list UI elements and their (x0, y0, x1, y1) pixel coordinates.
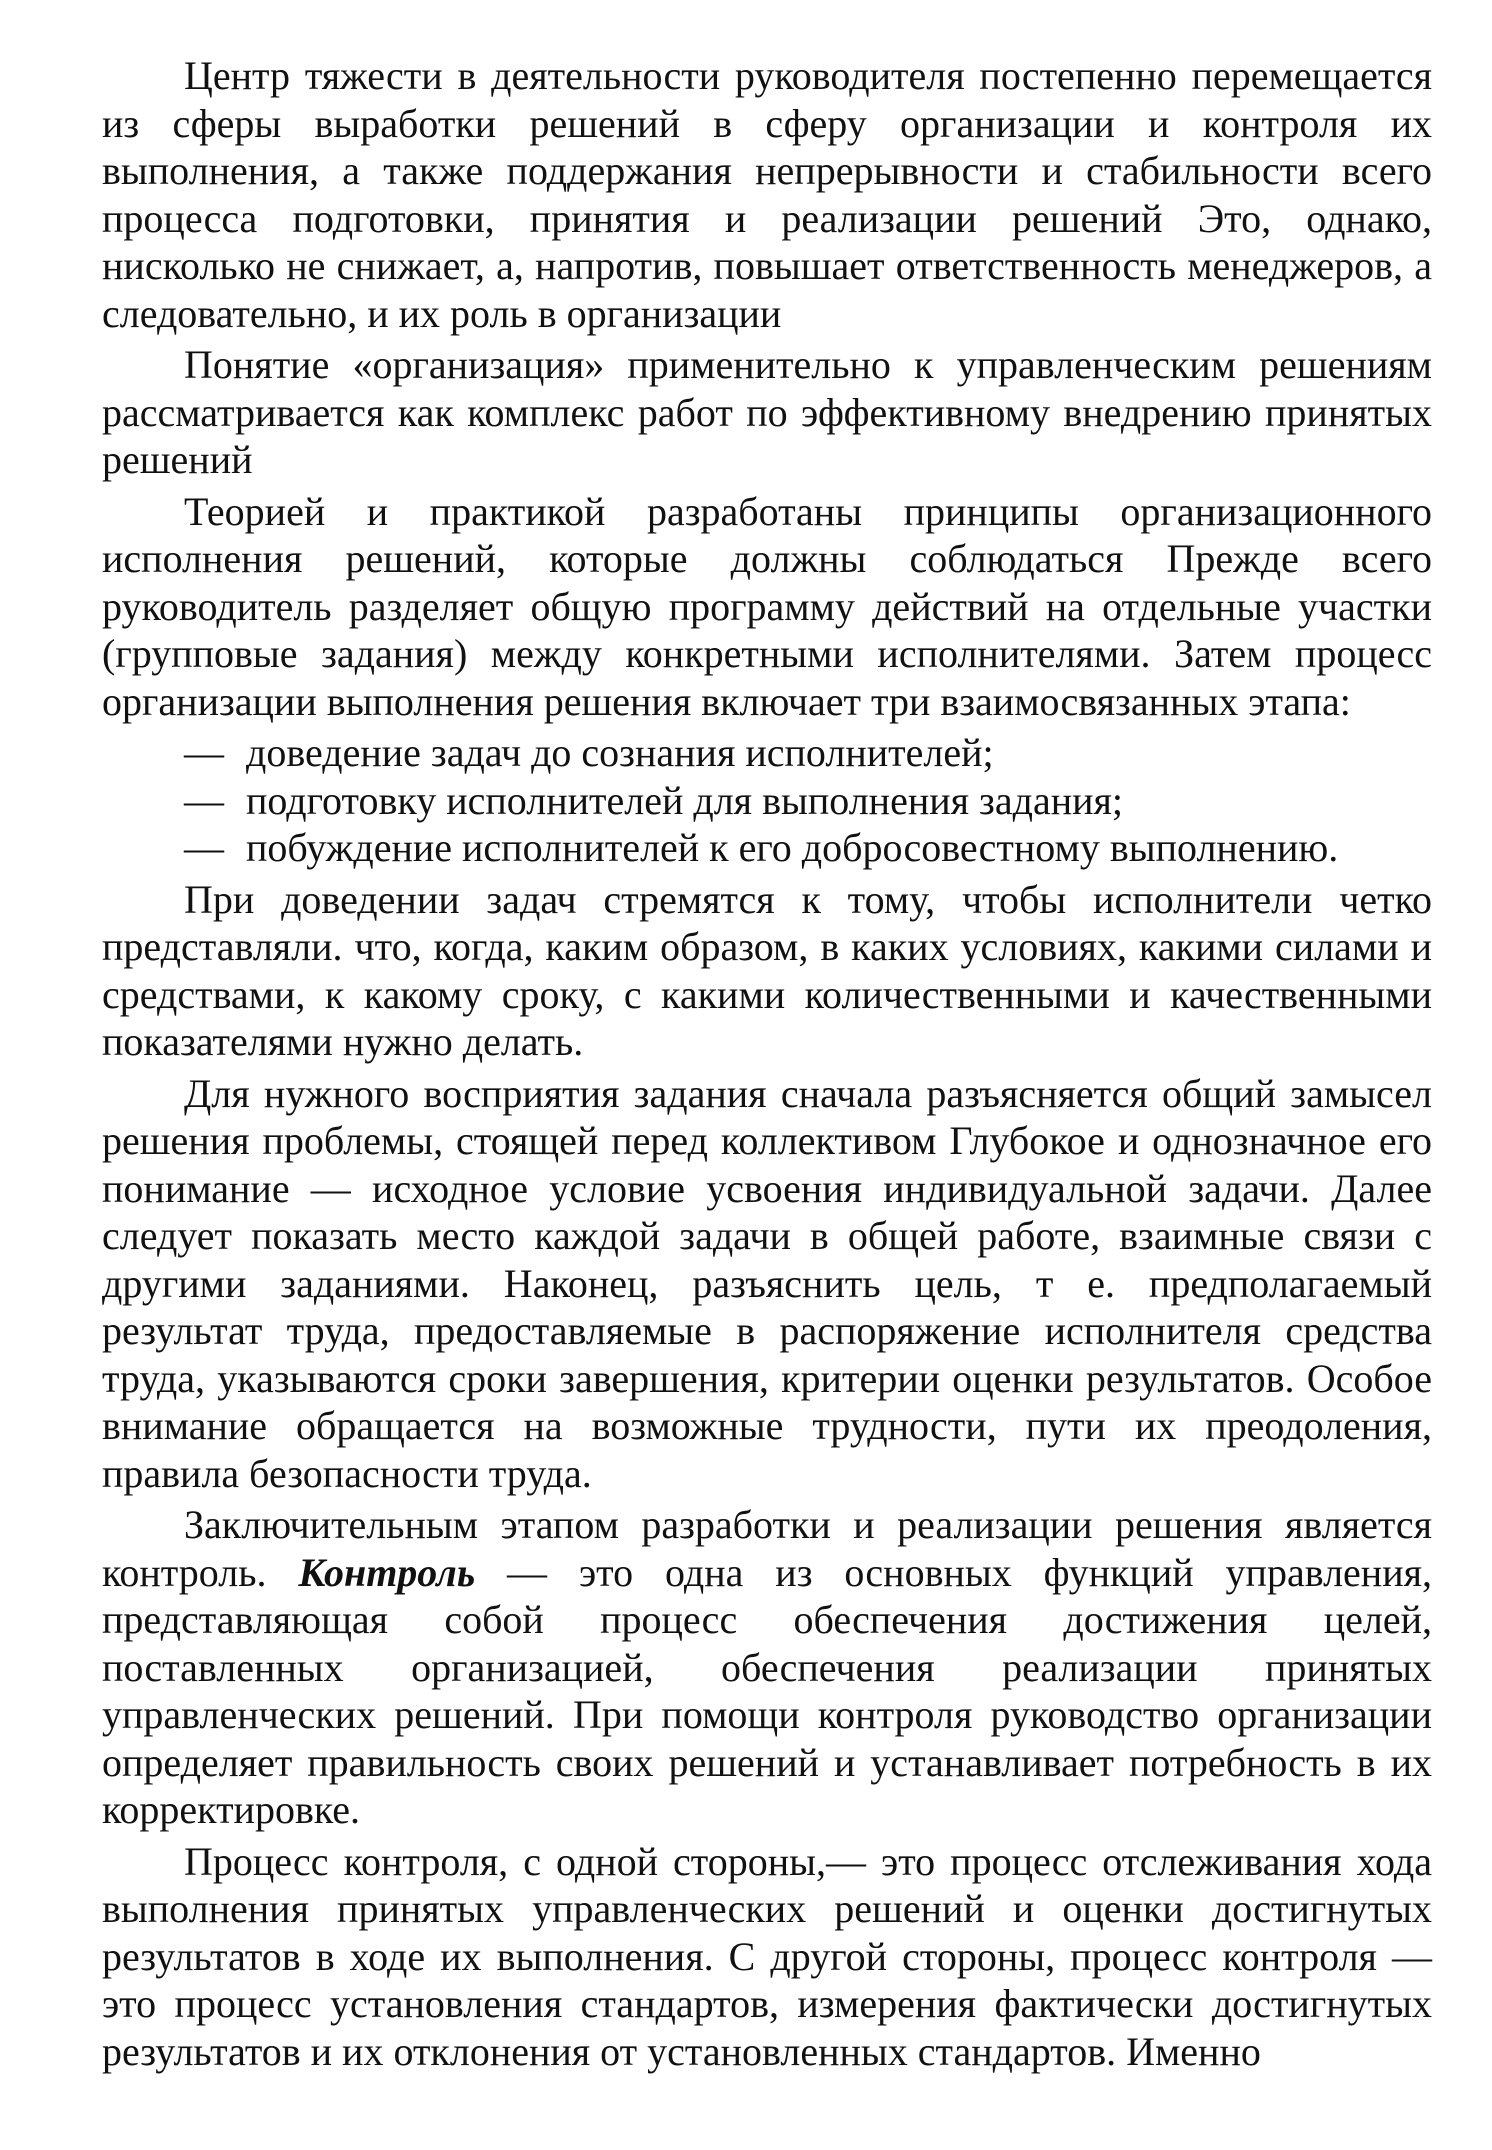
list-item-text: доведение задач до сознания исполнителей; (246, 730, 994, 775)
list-dash: — (184, 825, 224, 870)
list-item-text: побуждение исполнителей к его добросовестному выполнению. (246, 825, 1339, 870)
term-control: Контроль (298, 1549, 476, 1595)
paragraph-6-lead: Заключительным этапом разработки и реализации решения является контроль. (102, 1502, 1432, 1595)
paragraph-1: Центр тяжести в деятельности руководителя постепенно перемещается из сферы выработки решений в сферу организации и контроля их выполнения, а также поддержания непрерывности и стабильности всего процесса подготовки, принятия и реализации решений Это, однако, нисколько не снижает, а, напротив, повышает ответственность менеджеров, а следовательно, и их роль в организации (102, 53, 1432, 336)
paragraph-5: Для нужного восприятия задания сначала разъясняется общий замысел решения проблемы, стоящей перед коллективом Глубокое и однозначное его понимание — исходное условие усвоения индивидуальной задачи. Далее следует показать место каждой задачи в общей работе, взаимные связи с другими заданиями. Наконец, разъяснить цель, т е. предполагаемый результат труда, предоставляемые в распоряжение исполнителя средства труда, указываются сроки завершения, критерии оценки результатов. Особое внимание обращается на возможные трудности, пути их преодоления, правила безопасности труда. (102, 1070, 1432, 1496)
list-item-text: подготовку исполнителей для выполнения задания; (246, 777, 1124, 823)
paragraph-6 (102, 1501, 1432, 1834)
list-item (102, 729, 1432, 777)
paragraph-4: При доведении задач стремятся к тому, чтобы исполнители четко представляли. что, когда, каким образом, в каких условиях, какими силами и средствами, к какому сроку, с какими количественными и качественными показателями нужно делать. (102, 876, 1432, 1064)
list-dash: — (184, 730, 224, 775)
paragraph-3: Теорией и практикой разработаны принципы организационного исполнения решений, которые должны соблюдаться Прежде всего руководитель разделяет общую программу действий на отдельные участки (групповые задания) между конкретными исполнителями. Затем процесс организации выполнения решения включает три взаимосвязанных этапа: (102, 488, 1432, 724)
list-dash: — (184, 777, 224, 823)
stages-list (102, 729, 1432, 872)
paragraph-6-definition: — это одна из основных функций управления, представляющая собой процесс обеспечения достижения целей, поставленных организацией, обеспечения реализации принятых управленческих решений. При помощи контроля руководство организации определяет правильность своих решений и устанавливает потребность в их корректировке. (102, 1549, 1433, 1832)
list-item (102, 824, 1432, 872)
paragraph-7: Процесс контроля, с одной стороны,— это процесс отслеживания хода выполнения принятых управленческих решений и оценки достигнутых результатов в ходе их выполнения. С другой стороны, процесс контроля — это процесс установления стандартов, измерения фактически достигнутых результатов и их отклонения от установленных стандартов. Именно (102, 1838, 1432, 2074)
list-item (102, 777, 1432, 825)
document-page (102, 52, 1432, 2075)
paragraph-2: Понятие «организация» применительно к управленческим решениям рассматривается как комплекс работ по эффективному внедрению принятых решений (102, 342, 1432, 482)
